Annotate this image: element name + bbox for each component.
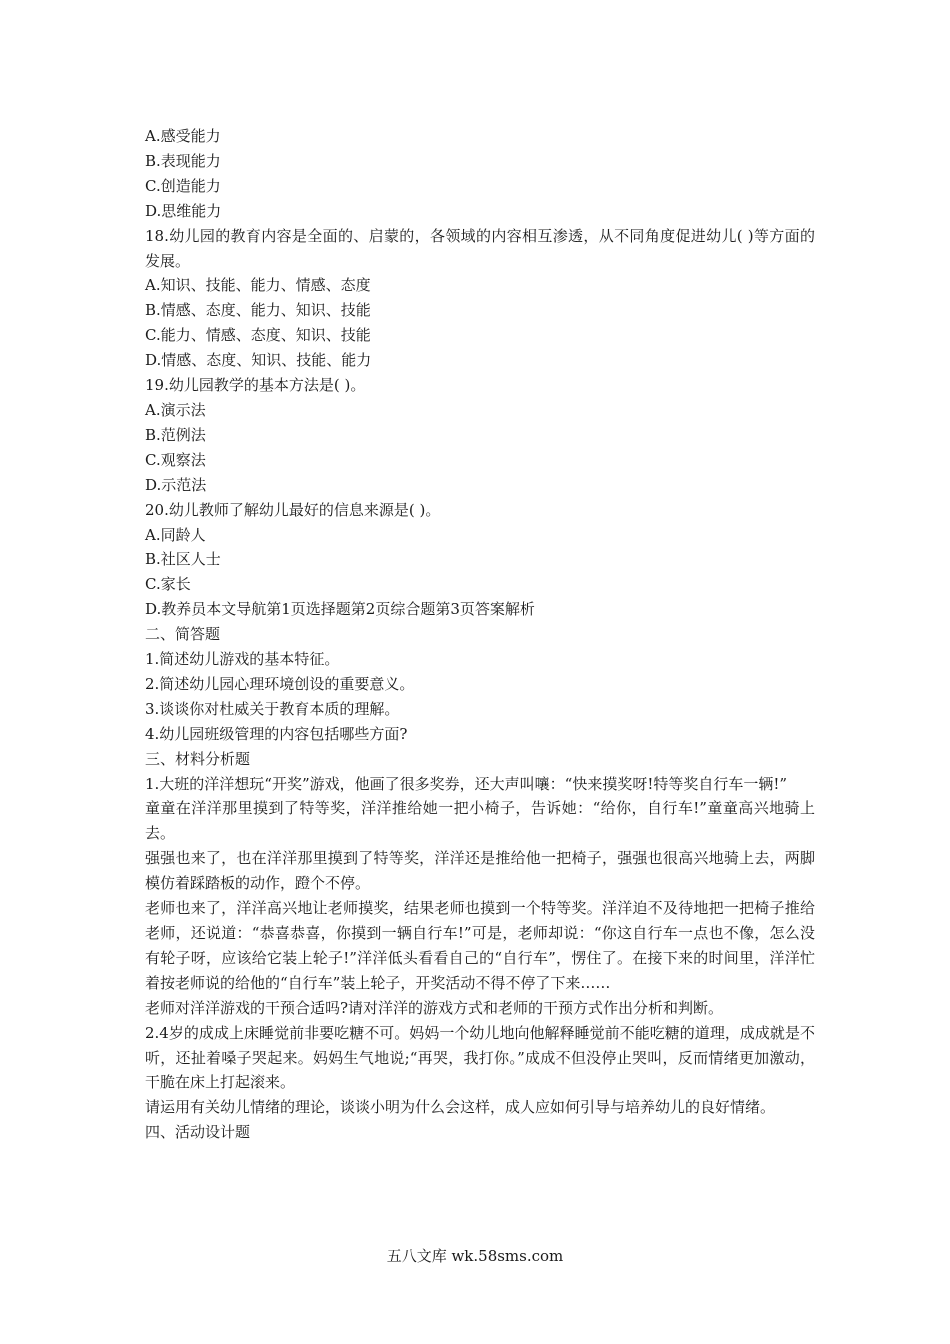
short-answer-item-1: 1.简述幼儿游戏的基本特征。: [145, 650, 340, 669]
q18-stem: 18.幼儿园的教育内容是全面的、启蒙的，各领域的内容相互渗透，从不同角度促进幼儿( )等方面的发展。: [145, 226, 815, 270]
case1-question: 老师对洋洋游戏的干预合适吗?请对洋洋的游戏方式和老师的干预方式作出分析和判断。: [145, 998, 724, 1017]
case2-question: 请运用有关幼儿情绪的理论，谈谈小明为什么会这样，成人应如何引导与培养幼儿的良好情绪。: [145, 1098, 776, 1117]
q20-option-d: D.教养员本文导航第1页选择题第2页综合题第3页答案解析: [145, 600, 535, 619]
short-answer-item-4: 4.幼儿园班级管理的内容包括哪些方面?: [145, 724, 408, 743]
section-heading-activity-design: 四、活动设计题: [145, 1123, 251, 1142]
page-footer: 五八文库 wk.58sms.com: [386, 1247, 564, 1265]
case2-paragraph-1: 2.4岁的成成上床睡觉前非要吃糖不可。妈妈一个幼儿地向他解释睡觉前不能吃糖的道理，成成就是不听，还扯着嗓子哭起来。妈妈生气地说;“再哭，我打你。”成成不但没停止哭叫，反而情绪更加激动，干脆在床上打起滚来。: [145, 1023, 815, 1092]
q18-option-d: D.情感、态度、知识、技能、能力: [145, 351, 372, 370]
q20-stem: 20.幼儿教师了解幼儿最好的信息来源是( )。: [145, 500, 441, 519]
q19-stem: 19.幼儿园教学的基本方法是( )。: [145, 376, 366, 395]
case1-paragraph-1: 1.大班的洋洋想玩“开奖”游戏，他画了很多奖券，还大声叫嚷：“快来摸奖呀!特等奖自行车一辆!”: [145, 774, 788, 793]
q18-option-b: B.情感、态度、能力、知识、技能: [145, 301, 371, 320]
q18-option-a: A.知识、技能、能力、情感、态度: [145, 276, 371, 295]
q20-option-b: B.社区人士: [145, 550, 221, 569]
section-heading-short-answer: 二、简答题: [145, 625, 221, 644]
case1-paragraph-3: 强强也来了，也在洋洋那里摸到了特等奖，洋洋还是推给他一把椅子，强强也很高兴地骑上去，两脚模仿着踩踏板的动作，蹬个不停。: [145, 849, 815, 893]
q19-option-a: A.演示法: [145, 400, 206, 419]
short-answer-item-2: 2.简述幼儿园心理环境创设的重要意义。: [145, 674, 415, 693]
case1-paragraph-4: 老师也来了，洋洋高兴地让老师摸奖，结果老师也摸到一个特等奖。洋洋迫不及待地把一把椅子推给老师，还说道：“恭喜恭喜，你摸到一辆自行车!”可是，老师却说：“你这自行车一点也不像，怎么没有轮子呀，应该给它装上轮子!”洋洋低头看看自己的“自行车”，愣住了。在接下来的时间里，洋洋忙着按老师说的给他的“自行车”装上轮子，开奖活动不得不停了下来……: [145, 899, 815, 992]
q17-option-c: C.创造能力: [145, 176, 221, 195]
short-answer-item-3: 3.谈谈你对杜威关于教育本质的理解。: [145, 699, 400, 718]
q17-option-b: B.表现能力: [145, 151, 221, 170]
q20-option-a: A.同龄人: [145, 525, 206, 544]
q19-option-d: D.示范法: [145, 475, 207, 494]
q20-option-c: C.家长: [145, 575, 191, 594]
q19-option-b: B.范例法: [145, 425, 206, 444]
section-heading-material-analysis: 三、材料分析题: [145, 749, 251, 768]
q19-option-c: C.观察法: [145, 450, 206, 469]
document-body: [145, 124, 815, 1145]
q18-option-c: C.能力、情感、态度、知识、技能: [145, 326, 371, 345]
q17-option-a: A.感受能力: [145, 127, 221, 145]
case1-paragraph-2: 童童在洋洋那里摸到了特等奖，洋洋推给她一把小椅子，告诉她：“给你，自行车!”童童高兴地骑上去。: [145, 799, 815, 843]
q17-option-d: D.思维能力: [145, 201, 222, 220]
